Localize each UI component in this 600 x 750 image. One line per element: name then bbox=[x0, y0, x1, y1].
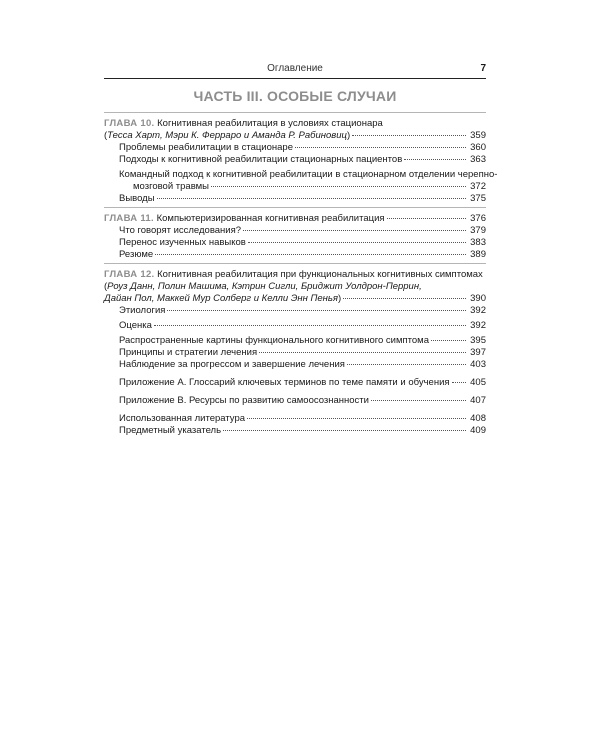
toc-entry-page: 395 bbox=[470, 335, 486, 346]
dot-leader bbox=[223, 430, 466, 431]
paren-open: ( bbox=[104, 130, 108, 141]
toc-entry[interactable] bbox=[104, 193, 486, 205]
toc-entry-page: 392 bbox=[470, 305, 486, 316]
chapter-authors: Тесса Харт, Мэри К. Ферраро и Аманда Р. Рабиновиц bbox=[107, 130, 347, 141]
toc-entry-title: Оценка bbox=[119, 320, 152, 331]
chapter-authors-line bbox=[104, 281, 486, 293]
chapter-heading[interactable] bbox=[104, 213, 486, 225]
paren-close: ) bbox=[337, 293, 342, 304]
toc-entry[interactable] bbox=[104, 305, 486, 317]
dot-leader bbox=[167, 310, 466, 311]
toc-entry-page: 403 bbox=[470, 359, 486, 370]
toc-entry-page: 392 bbox=[470, 320, 486, 331]
toc-entry-title: Подходы к когнитивной реабилитации стационарных пациентов bbox=[119, 154, 403, 165]
chapter-title: Компьютеризированная когнитивная реабилитация bbox=[156, 213, 385, 224]
dot-leader bbox=[157, 198, 466, 199]
dot-leader bbox=[155, 254, 466, 255]
page-number: 7 bbox=[480, 63, 486, 74]
running-header-title: Оглавление bbox=[267, 63, 323, 74]
toc-entry-title: Распространенные картины функционального когнитивного симптома bbox=[119, 335, 429, 346]
toc-entry-page: 379 bbox=[470, 225, 486, 236]
toc-entry-title: Проблемы реабилитации в стационаре bbox=[119, 142, 293, 153]
dot-leader bbox=[247, 418, 466, 419]
chapter-authors-entry[interactable] bbox=[104, 293, 486, 305]
toc-entry-title: Приложение А. Глоссарий ключевых терминов по теме памяти и обучения bbox=[119, 377, 450, 388]
toc-entry-appendix-b[interactable] bbox=[104, 395, 486, 407]
toc-entry-title: Выводы bbox=[119, 193, 155, 204]
table-of-contents bbox=[104, 110, 498, 437]
chapter-title: Когнитивная реабилитация в условиях стационара bbox=[157, 118, 383, 129]
dot-leader bbox=[259, 352, 466, 353]
dot-leader bbox=[431, 340, 466, 341]
toc-entry[interactable] bbox=[104, 142, 486, 154]
toc-entry-page: 383 bbox=[470, 237, 486, 248]
toc-entry-title: Приложение В. Ресурсы по развитию самоосознанности bbox=[119, 395, 369, 406]
toc-entry-page: 407 bbox=[470, 395, 486, 406]
toc-entry[interactable] bbox=[104, 359, 486, 371]
toc-entry-page: 397 bbox=[470, 347, 486, 358]
toc-entry[interactable] bbox=[104, 249, 486, 261]
toc-entry-title: Использованная литература bbox=[119, 413, 246, 424]
toc-entry-title: Резюме bbox=[119, 249, 154, 260]
toc-entry-title-line2: мозговой травмы bbox=[133, 181, 209, 192]
paren-close: ) bbox=[346, 130, 351, 141]
dot-leader bbox=[404, 159, 466, 160]
toc-entry-bibliography[interactable] bbox=[104, 413, 486, 425]
toc-entry-title: Что говорят исследования? bbox=[119, 225, 242, 236]
toc-entry[interactable] bbox=[104, 347, 486, 359]
toc-entry-appendix-a[interactable] bbox=[104, 377, 486, 389]
dot-leader bbox=[387, 218, 466, 219]
toc-entry-title: Принципы и стратегии лечения bbox=[119, 347, 258, 358]
toc-entry-page: 389 bbox=[470, 249, 486, 260]
toc-entry-page: 363 bbox=[470, 154, 486, 165]
toc-entry-wrapped-line[interactable] bbox=[104, 169, 498, 181]
toc-entry[interactable] bbox=[104, 237, 486, 249]
chapter-title: Когнитивная реабилитация при функциональных когнитивных симптомах bbox=[157, 269, 483, 280]
toc-entry[interactable] bbox=[104, 154, 486, 166]
chapter-heading[interactable] bbox=[104, 118, 486, 130]
header-rule bbox=[104, 78, 486, 79]
toc-entry-subject-index[interactable] bbox=[104, 425, 486, 437]
toc-entry-title: Перенос изученных навыков bbox=[119, 237, 246, 248]
dot-leader bbox=[295, 147, 466, 148]
toc-entry-page: 409 bbox=[470, 425, 486, 436]
dot-leader bbox=[452, 382, 466, 383]
part-title: ЧАСТЬ III. ОСОБЫЕ СЛУЧАИ bbox=[193, 88, 397, 104]
chapter-authors-line2: Дайан Пол, Маккей Мур Солберг и Келли Энн Пенья bbox=[104, 293, 338, 304]
toc-entry[interactable] bbox=[104, 320, 486, 332]
running-header bbox=[104, 62, 486, 76]
chapter-page: 359 bbox=[470, 130, 486, 141]
chapter-heading[interactable] bbox=[104, 269, 486, 281]
chapter-label: ГЛАВА 10. bbox=[104, 118, 155, 129]
chapter-authors-line1: Роуз Данн, Полин Машима, Кэтрин Сигли, Бриджит Уолдрон-Перрин, bbox=[107, 281, 422, 292]
chapter-authors-entry[interactable] bbox=[104, 130, 486, 142]
dot-leader bbox=[154, 325, 466, 326]
dot-leader bbox=[248, 242, 466, 243]
paren-open: ( bbox=[104, 281, 108, 292]
dot-leader bbox=[211, 186, 466, 187]
toc-entry-title: Этиология bbox=[119, 305, 166, 316]
chapter-label: ГЛАВА 11. bbox=[104, 213, 154, 224]
chapter-label: ГЛАВА 12. bbox=[104, 269, 155, 280]
toc-entry-page: 372 bbox=[470, 181, 486, 192]
toc-entry-title: Наблюдение за прогрессом и завершение лечения bbox=[119, 359, 345, 370]
toc-entry[interactable] bbox=[104, 335, 486, 347]
toc-entry[interactable] bbox=[104, 181, 486, 193]
toc-entry-page: 408 bbox=[470, 413, 486, 424]
toc-entry-page: 360 bbox=[470, 142, 486, 153]
chapter-page: 390 bbox=[470, 293, 486, 304]
dot-leader bbox=[347, 364, 466, 365]
toc-entry-page: 375 bbox=[470, 193, 486, 204]
toc-entry-page: 405 bbox=[470, 377, 486, 388]
toc-entry[interactable] bbox=[104, 225, 486, 237]
dot-leader bbox=[243, 230, 466, 231]
dot-leader bbox=[352, 135, 466, 136]
dot-leader bbox=[343, 298, 466, 299]
chapter-page: 376 bbox=[470, 213, 486, 224]
toc-entry-title: Предметный указатель bbox=[119, 425, 222, 436]
toc-entry-title-line1: Командный подход к когнитивной реабилитации в стационарном отделении черепно- bbox=[119, 169, 498, 180]
dot-leader bbox=[371, 400, 466, 401]
